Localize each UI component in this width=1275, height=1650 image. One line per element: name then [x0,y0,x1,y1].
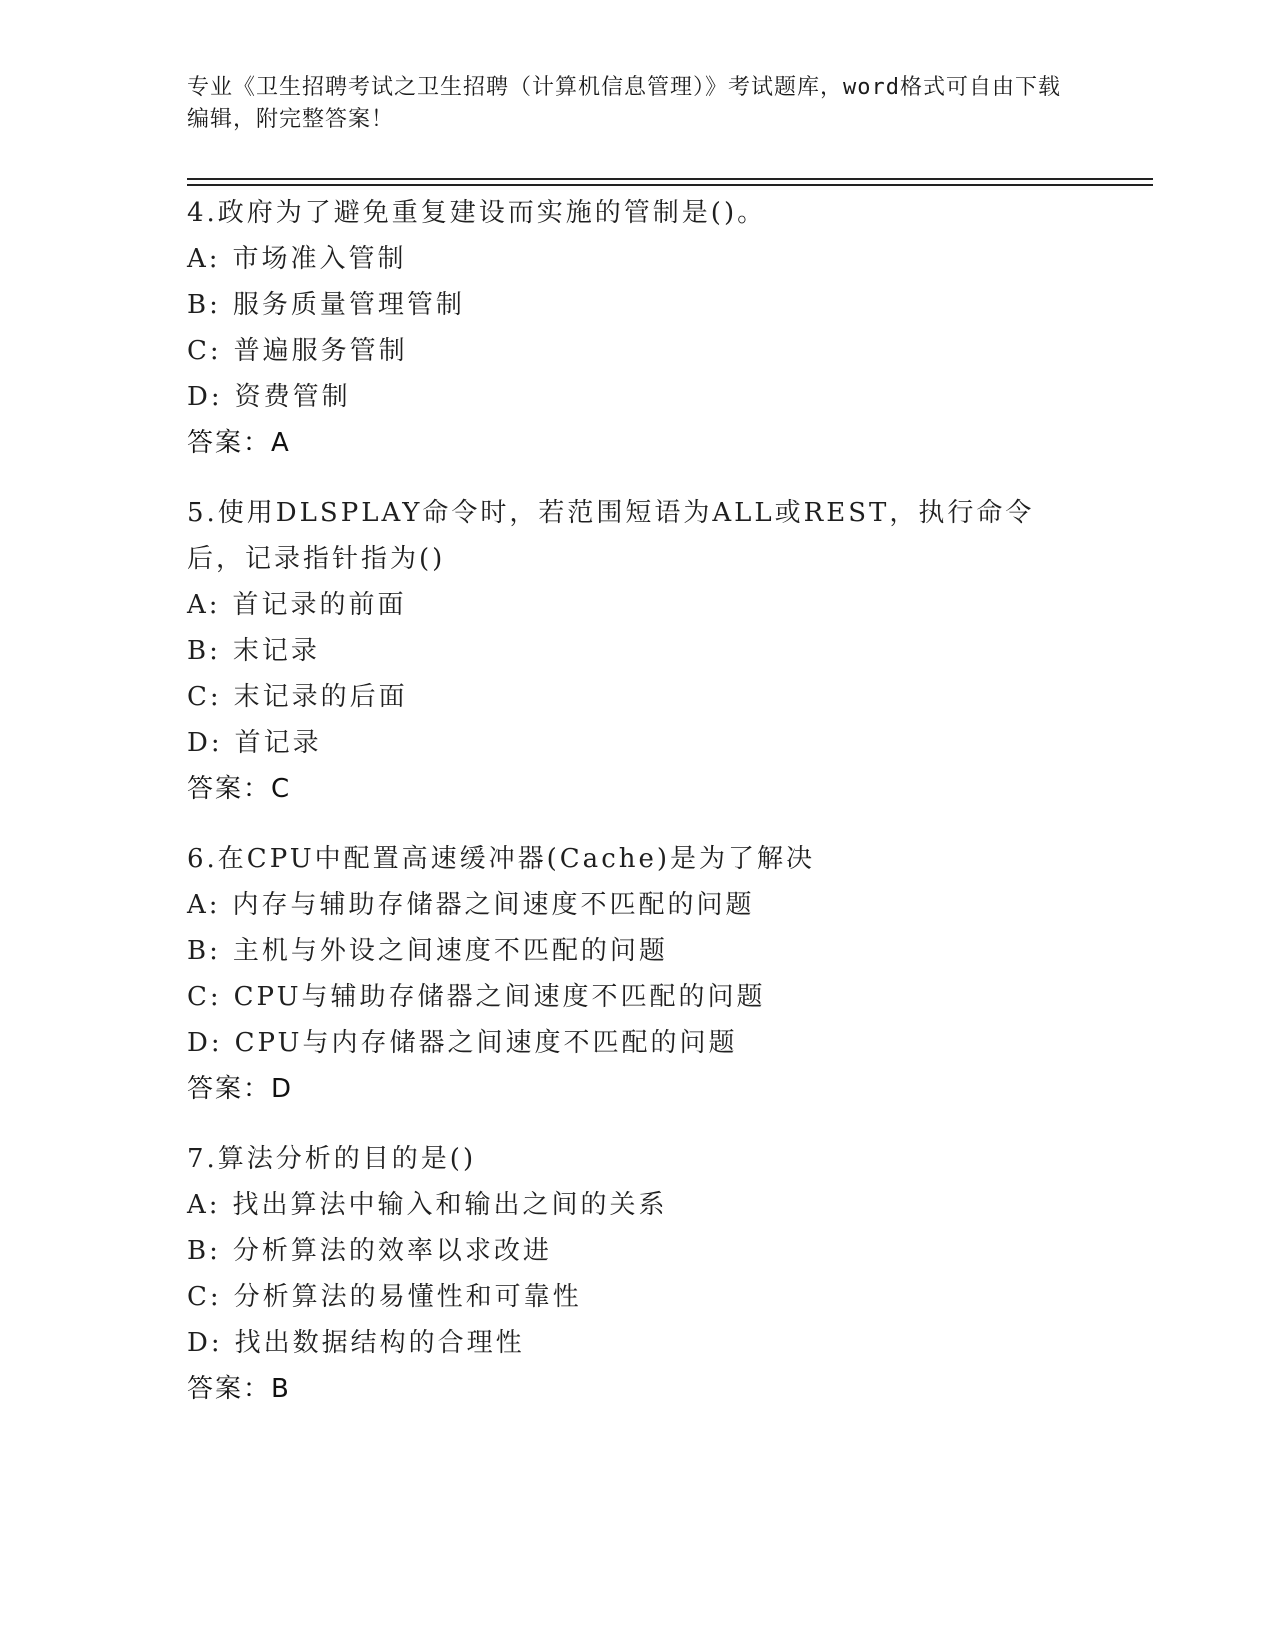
option-b [187,628,1087,674]
option-c [187,674,1087,720]
option-letter: C: [187,336,222,366]
header-divider-bottom [187,184,1153,186]
answer-key: 答案：C [187,774,292,804]
option-text: 服务质量管理管制 [232,290,465,320]
option-letter: C: [187,982,222,1012]
option-letter: A: [187,590,221,620]
answer-key: 答案：D [187,1074,294,1104]
option-text: 找出数据结构的合理性 [234,1328,525,1358]
option-letter: D: [187,382,223,412]
option-letter: D: [187,1028,223,1058]
option-text: 分析算法的易懂性和可靠性 [233,1282,582,1312]
option-b [187,1228,1087,1274]
option-letter: B: [187,636,221,666]
header-divider-top [187,178,1153,180]
option-text: 市场准入管制 [232,244,407,274]
option-letter: A: [187,890,221,920]
option-d [187,1020,1087,1066]
option-d [187,720,1087,766]
option-c [187,1274,1087,1320]
answer-key: 答案：A [187,428,291,458]
option-letter: D: [187,1328,223,1358]
option-d [187,374,1087,420]
option-a [187,1182,1087,1228]
option-text: 末记录 [232,636,320,666]
option-c [187,328,1087,374]
option-a [187,236,1087,282]
option-text: CPU与辅助存储器之间速度不匹配的问题 [233,982,766,1012]
option-text: 首记录的前面 [232,590,407,620]
document-header: 专业《卫生招聘考试之卫生招聘（计算机信息管理）》考试题库，word格式可自由下载编辑，附完整答案！ [187,75,1061,132]
option-letter: B: [187,1236,221,1266]
option-text: 资费管制 [234,382,351,412]
option-letter: C: [187,682,222,712]
question-5 [187,490,1087,812]
question-text: 5.使用DLSPLAY命令时，若范围短语为ALL或REST，执行命令后，记录指针指为() [187,498,1035,574]
option-text: 分析算法的效率以求改进 [232,1236,552,1266]
option-d [187,1320,1087,1366]
question-text: 4.政府为了避免重复建设而实施的管制是()。 [187,198,767,228]
option-a [187,882,1087,928]
option-text: 主机与外设之间速度不匹配的问题 [232,936,668,966]
option-text: 找出算法中输入和输出之间的关系 [232,1190,668,1220]
option-text: CPU与内存储器之间速度不匹配的问题 [234,1028,738,1058]
option-text: 末记录的后面 [233,682,408,712]
answer-key: 答案：B [187,1374,291,1404]
question-list [187,190,1087,1436]
option-c [187,974,1087,1020]
option-letter: A: [187,244,221,274]
option-text: 内存与辅助存储器之间速度不匹配的问题 [232,890,755,920]
question-text: 6.在CPU中配置高速缓冲器(Cache)是为了解决 [187,844,816,874]
option-letter: D: [187,728,223,758]
option-letter: B: [187,936,221,966]
option-b [187,282,1087,328]
option-text: 首记录 [234,728,322,758]
question-7 [187,1136,1087,1412]
option-a [187,582,1087,628]
option-letter: C: [187,1282,222,1312]
option-letter: A: [187,1190,221,1220]
question-4 [187,190,1087,466]
question-text: 7.算法分析的目的是() [187,1144,477,1174]
question-6 [187,836,1087,1112]
option-letter: B: [187,290,221,320]
option-text: 普遍服务管制 [233,336,408,366]
option-b [187,928,1087,974]
